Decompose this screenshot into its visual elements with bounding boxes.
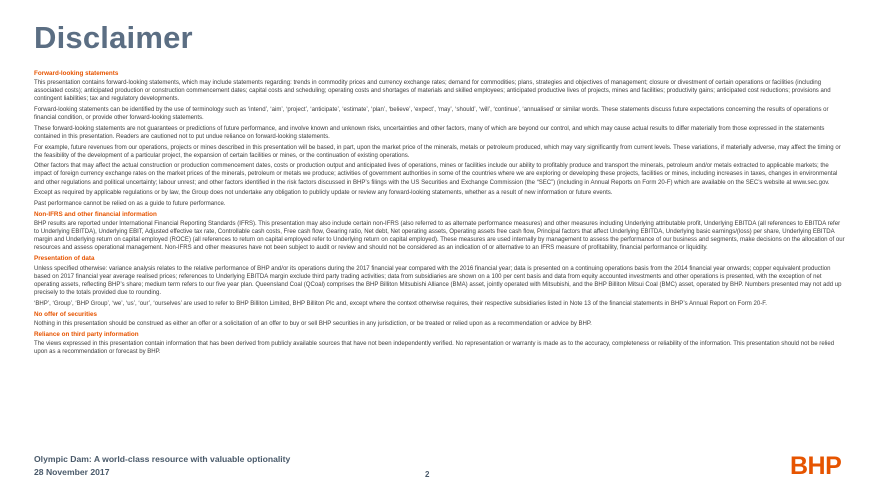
section-forward-looking (34, 70, 846, 208)
footer-presentation-title: Olympic Dam: A world-class resource with valuable optionality (34, 454, 291, 464)
section-heading: No offer of securities (34, 310, 97, 318)
bhp-logo: BHP (790, 452, 842, 480)
paragraph: This presentation contains forward-looking statements, which may include statements regarding: trends in commodity prices and currency exchange rates; demand for commodities; plans, strategies and objectives of management; closure or divestment of certain operations or facilities (including associated costs); anticipated production or construction commencement dates; capital costs and scheduling; operating costs and shortages of materials and skilled employees; anticipated productive lives of projects, mines and facilities; productivity gains; anticipated cost reductions; provisions and contingent liabilities; tax and regulatory developments. (34, 80, 831, 103)
paragraph: The views expressed in this presentation contain information that has been derived from publicly available sources that have not been independently verified. No representation or warranty is made as to the accuracy, completeness or reliability of the information. This presentation should not be relied upon as a recommendation or forecast by BHP. (34, 340, 835, 355)
paragraph: Forward-looking statements can be identified by the use of terminology such as ‘intend’, ‘aim’, ‘project’, ‘anticipate’, ‘estimate’, ‘plan’, ‘believe’, ‘expect’, ‘may’, ‘should’, ‘will’, ‘continue’, ‘annualised’ or similar words. These statements discuss future expectations concerning the results of operations or financial condition, or provide other forward-looking statements. (34, 106, 829, 122)
paragraph: Other factors that may affect the actual construction or production commencement dates, costs or production output and anticipated lives of operations, mines or facilities include our ability to profitably produce and transport the minerals, petroleum and/or metals extracted to applicable markets; the impact of foreign currency exchange rates on the market prices of the minerals, petroleum or metals we produce; activities of government authorities in some of the countries where we are exploring or developing these projects, facilities or mines, including increases in taxes, changes in environmental and other regulations and political uncertainty; labour unrest; and other factors identified in the risk factors discussed in BHP’s filings with the US Securities and Exchange Commission (the “SEC”) (including in Annual Reports on Form 20-F) which are available on the SEC’s website at www.sec.gov. (34, 163, 838, 186)
section-heading: Reliance on third party information (34, 330, 139, 338)
section-no-offer (34, 311, 846, 328)
paragraph: These forward-looking statements are not guarantees or predictions of future performance, and involve known and unknown risks, uncertainties and other factors, many of which are beyond our control, and which may cause actual results to differ materially from those expressed in the statements contained in this presentation. Readers are cautioned not to put undue reliance on forward-looking statements. (34, 125, 825, 140)
paragraph: ‘BHP’, ‘Group’, ‘BHP Group’, ‘we’, ‘us’, ‘our’, ‘ourselves’ are used to refer to BHP Billiton Limited, BHP Billiton Plc and, except where the context otherwise requires, their respective subsidiaries listed in Note 13 of the financial statements in BHP’s Annual Report on Form 20-F. (34, 300, 767, 307)
section-heading: Non-IFRS and other financial information (34, 210, 157, 218)
paragraph: For example, future revenues from our operations, projects or mines described in this presentation will be based, in part, upon the market price of the minerals, metals or petroleum produced, which may vary significantly from current levels. These variations, if materially adverse, may affect the timing or the feasibility of the development of a particular project, the expansion of certain facilities or mines, or the continuation of existing operations. (34, 144, 841, 159)
paragraph: BHP results are reported under International Financial Reporting Standards (IFRS). This presentation may also include certain non-IFRS (also referred to as alternate performance measures) and other measures including Underlying attributable profit, Underlying EBITDA (all references to EBITDA refer to Underlying EBITDA), Underlying EBIT, Adjusted effective tax rate, Controllable cash costs, Free cash flow, Gearing ratio, Net debt, Net operating assets, Operating assets free cash flow, Principal factors that affect Underlying EBITDA, Underlying basic earnings/(loss) per share, Underlying EBITDA margin and Underlying return on capital employed (ROCE) (all references to return on capital employed refer to Underlying return on capital employed). These measures are used internally by management to assess the performance of our business and segments, make decisions on the allocation of our resources and assess operational management. Non-IFRS and other measures have not been subject to audit or review and should not be considered as an indication of or alternative to an IFRS measure of profitability, financial performance or liquidity. (34, 221, 845, 252)
paragraph: Nothing in this presentation should be construed as either an offer or a solicitation of an offer to buy or sell BHP securities in any jurisdiction, or be treated or relied upon as a recommendation or advice by BHP. (34, 320, 592, 327)
section-non-ifrs (34, 211, 846, 252)
paragraph: Except as required by applicable regulations or by law, the Group does not undertake any obligation to publicly update or review any forward-looking statements, whether as a result of new information or future events. (34, 190, 613, 197)
section-heading: Presentation of data (34, 255, 95, 263)
section-heading: Forward-looking statements (34, 70, 119, 77)
paragraph: Past performance cannot be relied on as a guide to future performance. (34, 200, 226, 207)
section-third-party (34, 331, 846, 356)
footer-date: 28 November 2017 (34, 467, 110, 477)
page-number: 2 (425, 470, 430, 479)
page-title: Disclaimer (34, 20, 193, 55)
paragraph: Unless specified otherwise: variance analysis relates to the relative performance of BHP and/or its operations during the 2017 financial year compared with the 2016 financial year; data is presented on a continuing operations basis from the 2014 financial year onwards; copper equivalent production based on 2017 financial year average realised prices; references to Underlying EBITDA margin exclude third party trading activities; data from subsidiaries are shown on a 100 per cent basis and data from equity accounted investments and other operations is presented, with the exception of net operating assets, reflecting BHP’s share; medium term refers to our five year plan. Queensland Coal (QCoal) comprises the BHP Billiton Mitsubishi Alliance (BMA) asset, jointly operated with Mitsubishi, and the BHP Billiton Mitsui Coal (BMC) asset, operated by BHP. Numbers presented may not add up precisely to the totals provided due to rounding. (34, 265, 842, 296)
section-presentation-of-data (34, 255, 846, 307)
disclaimer-content (34, 70, 846, 359)
